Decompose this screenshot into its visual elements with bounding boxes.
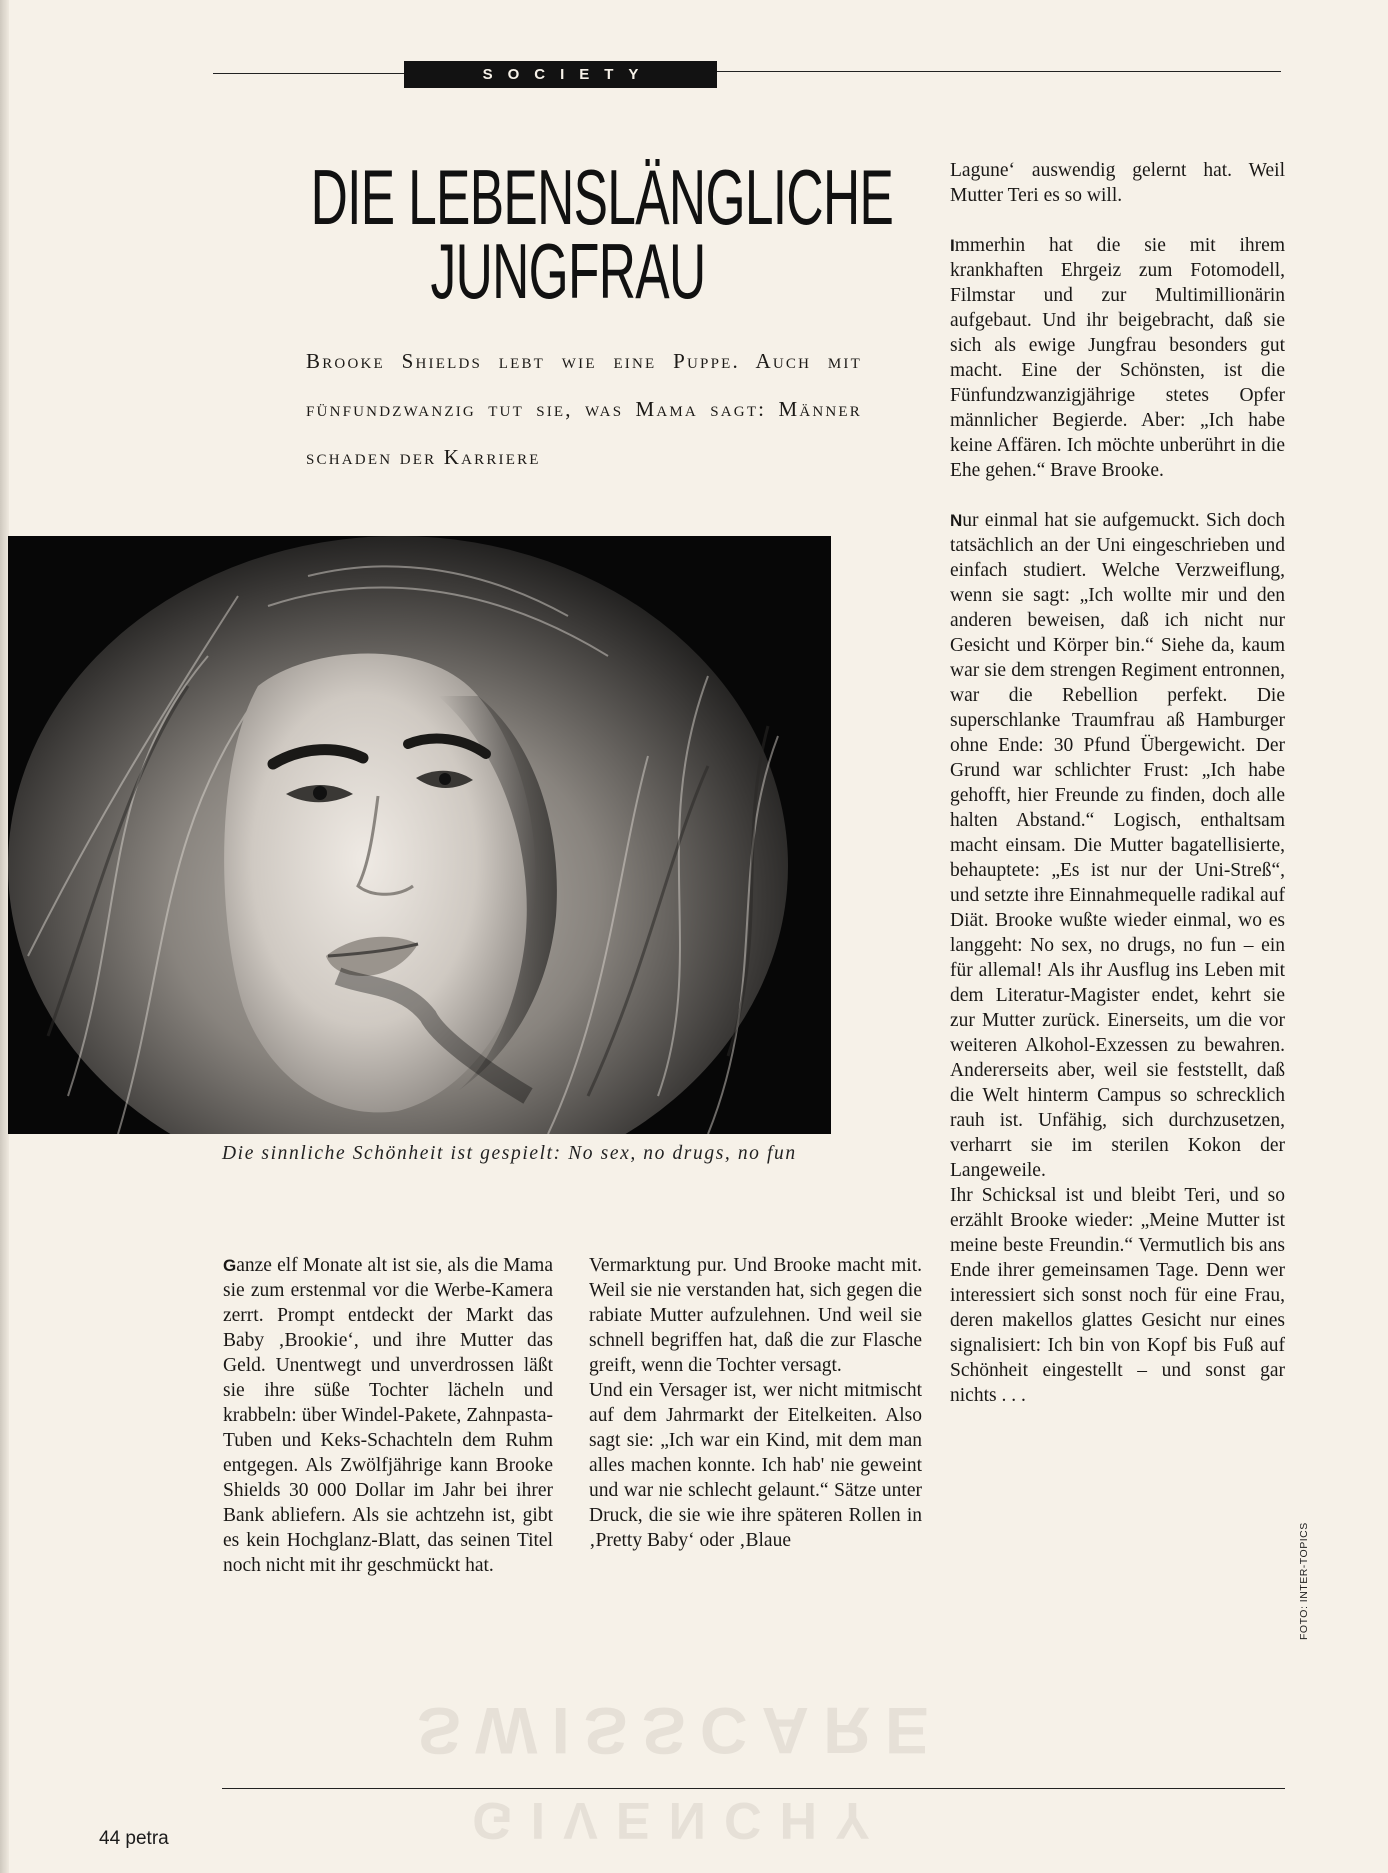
drop-initial: I [950,236,955,255]
section-label: SOCIETY [404,61,717,88]
deck-subheadline: Brooke Shields lebt wie eine Puppe. Auch mit fünfundzwanzig tut sie, was Mama sagt: Männer schaden der Karriere [306,349,862,469]
paragraph: Vermarktung pur. Und Brooke macht mit. Weil sie nie verstanden hat, sich gegen die rabiate Mutter aufzulehnen. Und weil sie schnell begriffen hat, daß die zur Flasche greift, wenn die Tochter versagt. [589,1255,922,1376]
magazine-name: petra [125,1828,169,1849]
photo-credit: FOTO: INTER-TOPICS [1298,1522,1310,1640]
show-through-text: SWISSCARE [417,1694,943,1768]
portrait-photo [8,536,831,1134]
paragraph-text: ur einmal hat sie aufgemuckt. Sich doch tatsächlich an der Uni eingeschrieben und einfach studiert. Welche Verzweiflung, wenn sie sagt: „Ich wollte mir und den anderen beweisen, daß ich nicht nur Gesicht und Körper bin.“ Siehe da, kaum war sie dem strengen Regiment entronnen, war die Rebellion perfekt. Die superschlanke Traumfrau aß Hamburger ohne Ende: 30 Pfund Übergewicht. Der Grund war schlichter Frust: „Ich habe gehofft, hier Freunde zu finden, doch alle halten Abstand.“ Logisch, enthaltsam macht einsam. Die Mutter bagatellisierte, behauptete: „Es ist nur der Uni-Streß“, und setzte ihre Einnahmequelle radikal auf Diät. Brooke wußte wieder einmal, wo es langgeht: No sex, no drugs, no fun – ein für allemal! Als ihr Ausflug ins Leben mit dem Literatur-Magister endet, kehrt sie zur Mutter zurück. Einerseits, um die vor weiteren Alkohol-Exzessen zu bewahren. Andererseits aber, weil sie feststellt, daß die Welt hinterm Campus so schrecklich rauh ist. Unfähig, sich durchzusetzen, verharrt sie im sterilen Kokon der Langeweile. [950,510,1285,1181]
header-rule-left [213,73,405,74]
photo-caption: Die sinnliche Schönheit ist gespielt: No sex, no drugs, no fun [222,1143,797,1164]
paragraph-text: anze elf Monate alt ist sie, als die Mama sie zum erstenmal vor die Werbe-Kamera zerrt. Prompt entdeckt der Markt das Baby ‚Brookie‘, und ihre Mutter das Geld. Unentwegt und unverdrossen läßt sie ihre süße Tochter lächeln und krabbeln: über Windel-Pakete, Zahnpasta-Tuben und Keks-Schachteln dem Ruhm entgegen. Als Zwölfjährige kann Brooke Shields 30 000 Dollar im Jahr bei ihrer Bank abliefern. Als sie achtzehn ist, gibt es kein Hochglanz-Blatt, das seinen Titel noch nicht mit ihr geschmückt hat. [223,1255,553,1576]
portrait-illustration [8,536,831,1134]
page-number: 44 [99,1828,121,1849]
paragraph: Lagune‘ auswendig gelernt hat. Weil Mutter Teri es so will. [950,160,1285,206]
paragraph [950,508,1285,1183]
paragraph-text: mmerhin hat die sie mit ihrem krankhaften Ehrgeiz zum Fotomodell, Filmstar und zur Multimillionärin aufgebaut. Und ihr beigebracht, daß sie sich als ewige Jungfrau besonders gut macht. Eine der Schönsten, ist die Fünfundzwanzigjährige stetes Opfer männlicher Begierde. Aber: „Ich habe keine Affären. Ich möchte unberührt in die Ehe gehen.“ Brave Brooke. [950,235,1285,481]
paragraph: Ihr Schicksal ist und bleibt Teri, und so erzählt Brooke wieder: „Meine Mutter ist meine beste Freundin.“ Vermutlich bis ans Ende ihrer gemeinsamen Tage. Denn wer interessiert sich sonst noch für eine Frau, deren makellos glattes Gesicht nur eines signalisiert: Ich bin von Kopf bis Fuß auf Schönheit eingestellt – und sonst gar nichts . . . [950,1185,1285,1406]
show-through-text: GIVENCHY [472,1791,888,1849]
drop-initial: N [950,511,963,530]
paragraph [950,233,1285,483]
article-column-1 [223,1253,553,1578]
headline-line-1: DIE LEBENSLÄNGLICHE [310,153,894,241]
header-rule-right [717,71,1281,72]
paragraph [223,1253,553,1578]
article-column-2 [589,1253,922,1553]
paragraph: Und ein Versager ist, wer nicht mitmischt auf dem Jahrmarkt der Eitelkeiten. Also sagt sie: „Ich war ein Kind, mit dem man alles machen konnte. Ich hab' nie geweint und war nie schlecht gelaunt.“ Sätze unter Druck, die sie wie ihre späteren Rollen in ‚Pretty Baby‘ oder ‚Blaue [589,1380,922,1551]
article-column-3 [950,158,1285,1408]
headline-line-2: JUNGFRAU [430,227,706,315]
drop-initial: G [223,1256,237,1275]
headline [310,153,894,315]
footer-rule [222,1788,1285,1789]
page-footer [99,1828,169,1850]
